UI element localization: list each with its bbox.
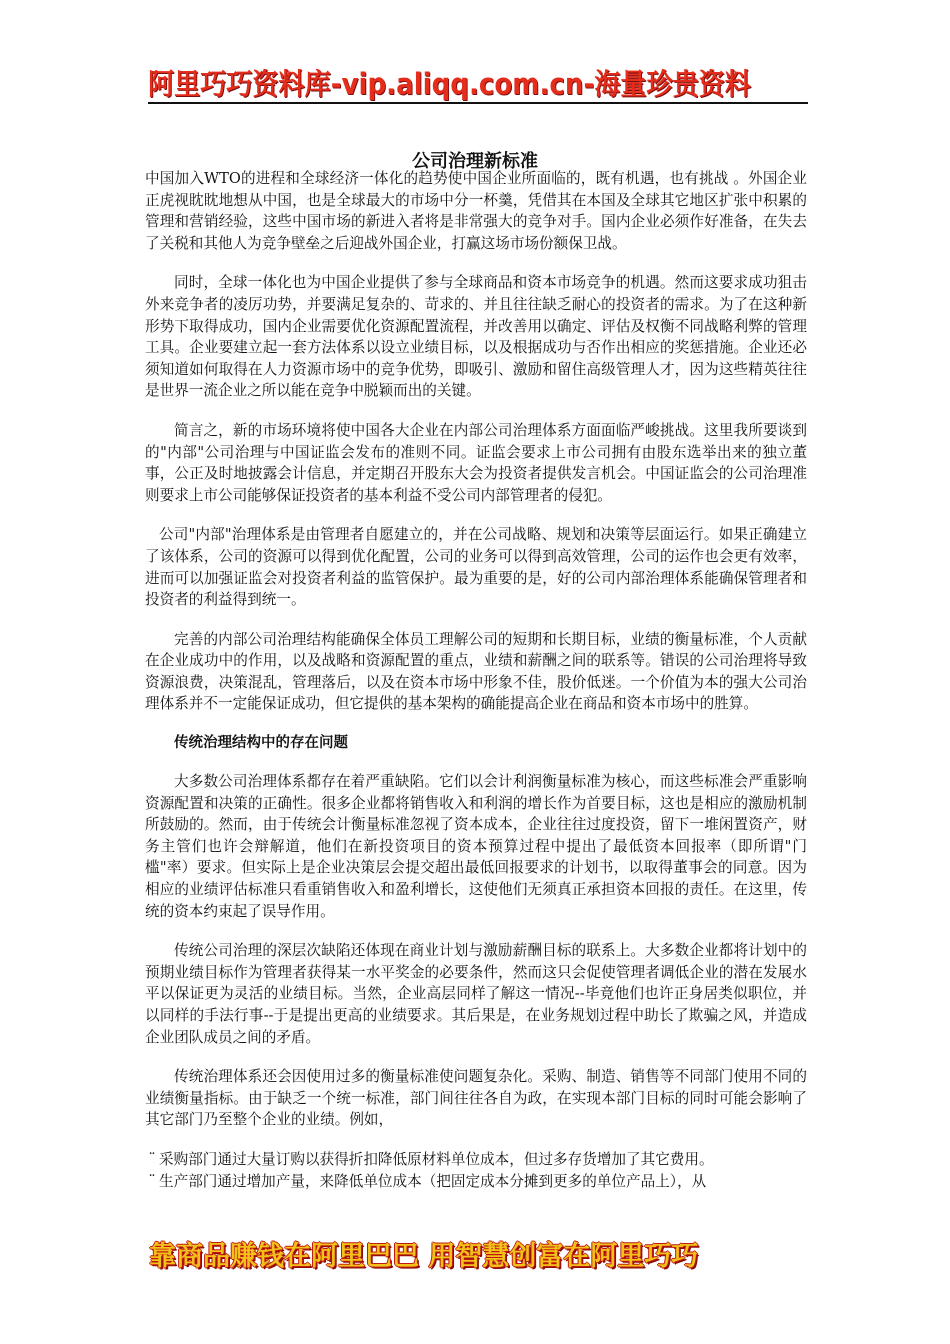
section-heading: 传统治理结构中的存在问题 (174, 735, 348, 752)
paragraph: 中国加入WTO的进程和全球经济一体化的趋势使中国企业所面临的，既有机遇，也有挑战 。外国企业正虎视眈眈地想从中国，也是全球最大的市场中分一杯羹，凭借其在本国及全球其它地区扩张中积累的管理和营销经验，这些中国市场的新进入者将是非常强大的竞争对手。国内企业必须作好准备，在失去了关税和其他人为竞争壁垒之后迎战外国企业，打赢这场市场份额保卫战。 (145, 170, 807, 252)
document-body (145, 168, 807, 1193)
footer-banner-text: 靠商品赚钱在阿里巴巴 用智慧创富在阿里巧巧 (149, 1241, 699, 1272)
header-banner (148, 62, 808, 104)
list-item-text: 生产部门通过增加产量，来降低单位成本（把固定成本分摊到更多的单位产品上），从 (159, 1172, 707, 1190)
list-item-text: 采购部门通过大量订购以获得折扣降低原材料单位成本，但过多存货增加了其它费用。 (159, 1150, 714, 1168)
paragraph: 公司"内部"治理体系是由管理者自愿建立的，并在公司战略、规划和决策等层面运行。如果正确建立了该体系，公司的资源可以得到优化配置，公司的业务可以得到高效管理，公司的运作也会更有效率，进而可以加强证监会对投资者利益的监管保护。最为重要的是，好的公司内部治理体系能确保管理者和投资者的利益得到统一。 (145, 526, 807, 609)
header-divider (148, 102, 808, 104)
paragraph: 传统治理体系还会因使用过多的衡量标准使问题复杂化。采购、制造、销售等不同部门使用不同的业绩衡量指标。由于缺乏一个统一标准，部门间往往各自为政，在实现本部门目标的同时可能会影响了其它部门乃至整个企业的业绩。例如， (145, 1068, 807, 1129)
paragraph: 完善的内部公司治理结构能确保全体员工理解公司的短期和长期目标，业绩的衡量标准，个人贡献在企业成功中的作用，以及战略和资源配置的重点，业绩和薪酬之间的联系等。错误的公司治理将导致资源浪费，决策混乱，管理落后，以及在资本市场中形象不佳，股价低迷。一个价值为本的强大公司治理体系并不一定能保证成功，但它提供的基本架构的确能提高企业在商品和资本市场中的胜算。 (145, 630, 807, 713)
header-banner-text: 阿里巧巧资料库-vip.aliqq.com.cn-海量珍贵资料 (148, 67, 751, 101)
paragraph: 大多数公司治理体系都存在着严重缺陷。它们以会计利润衡量标准为核心，而这些标准会严重影响资源配置和决策的正确性。很多企业都将销售收入和利润的增长作为首要目标，这也是相应的激励机制所鼓励的。然而，由于传统会计衡量标准忽视了资本成本，企业往往过度投资，留下一堆闲置资产，财务主管们也许会辩解道，他们在新投资项目的资本预算过程中提出了最低资本回报率（即所谓"门槛"率）要求。但实际上是企业决策层会提交超出最低回报要求的计划书，以取得董事会的同意。因为相应的业绩评估标准只看重销售收入和盈利增长，这使他们无须真正承担资本回报的责任。在这里，传统的资本约束起了误导作用。 (145, 773, 807, 920)
bullet-icon: ¨ (148, 1150, 156, 1168)
bullet-icon: ¨ (148, 1172, 156, 1190)
list-item (145, 1171, 807, 1193)
list-item (145, 1149, 807, 1171)
document-title: 公司治理新标准 (412, 151, 538, 172)
paragraph: 同时，全球一体化也为中国企业提供了参与全球商品和资本市场竞争的机遇。然而这要求成功狙击外来竞争者的凌厉功势，并要满足复杂的、苛求的、并且往往缺乏耐心的投资者的需求。为了在这种新形势下取得成功，国内企业需要优化资源配置流程，并改善用以确定、评估及权衡不同战略利弊的管理工具。企业要建立起一套方法体系以设立业绩目标，以及根据成功与否作出相应的奖惩措施。企业还必须知道如何取得在人力资源市场中的竞争优势，即吸引、激励和留住高级管理人才，因为这些精英往往是世界一流企业之所以能在竞争中脱颖而出的关键。 (145, 274, 807, 400)
paragraph: 简言之，新的市场环境将使中国各大企业在内部公司治理体系方面面临严峻挑战。这里我所要谈到的"内部"公司治理与中国证监会发布的准则不同。证监会要求上市公司拥有由股东选举出来的独立董事，公正及时地披露会计信息，并定期召开股东大会为投资者提供发言机会。中国证监会的公司治理准则要求上市公司能够保证投资者的基本利益不受公司内部管理者的侵犯。 (145, 421, 807, 504)
footer-banner (149, 1234, 809, 1270)
paragraph: 传统公司治理的深层次缺陷还体现在商业计划与激励薪酬目标的联系上。大多数企业都将计划中的预期业绩目标作为管理者获得某一水平奖金的必要条件，然而这只会促使管理者调低企业的潜在发展水平以保证更为灵活的业绩目标。当然，企业高层同样了解这一情况--毕竟他们也许正身居类似职位，并以同样的手法行事--于是提出更高的业绩要求。其后果是，在业务规划过程中助长了欺骗之风，并造成企业团队成员之间的矛盾。 (145, 942, 807, 1046)
